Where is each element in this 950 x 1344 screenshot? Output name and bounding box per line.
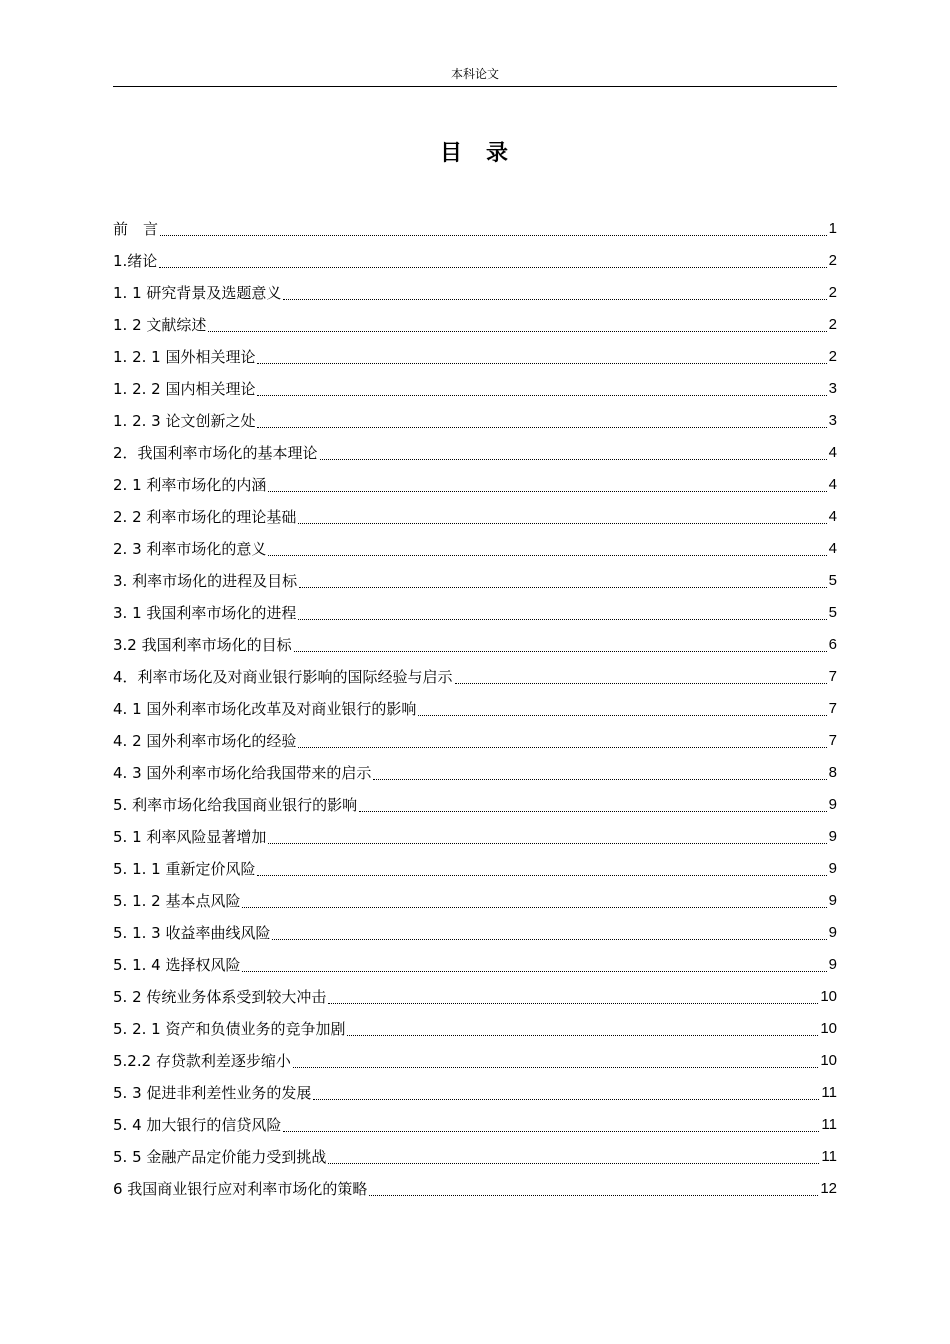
toc-dot-leader bbox=[298, 618, 826, 620]
toc-entry-text: 2．我国利率市场化的基本理论 bbox=[113, 444, 318, 462]
toc-entry-text: 5. 1. 2 基本点风险 bbox=[113, 892, 241, 910]
toc-entry-text: 4．利率市场化及对商业银行影响的国际经验与启示 bbox=[113, 668, 453, 686]
toc-page-number: 5 bbox=[828, 604, 837, 621]
toc-page-number: 3 bbox=[828, 412, 837, 429]
toc-dot-leader bbox=[418, 714, 826, 716]
toc-page-number: 7 bbox=[828, 668, 837, 685]
toc-entry-text: 5. 4 加大银行的信贷风险 bbox=[113, 1116, 282, 1134]
toc-page-number: 6 bbox=[828, 636, 837, 653]
toc-dot-leader bbox=[257, 394, 826, 396]
toc-dot-leader bbox=[359, 810, 827, 812]
toc-dot-leader bbox=[328, 1162, 819, 1164]
toc-page-number: 4 bbox=[828, 508, 837, 525]
toc-entry-text: 5. 3 促进非利差性业务的发展 bbox=[113, 1084, 312, 1102]
toc-page-number: 2 bbox=[828, 348, 837, 365]
toc-entry[interactable] bbox=[113, 884, 837, 916]
toc-dot-leader bbox=[242, 906, 826, 908]
toc-entry-text: 4. 2 国外利率市场化的经验 bbox=[113, 732, 297, 750]
toc-dot-leader bbox=[298, 522, 826, 524]
toc-page-number: 5 bbox=[828, 572, 837, 589]
toc-dot-leader bbox=[328, 1002, 818, 1004]
toc-entry-text: 5. 利率市场化给我国商业银行的影响 bbox=[113, 796, 358, 814]
toc-entry-text: 前 言 bbox=[113, 220, 159, 238]
toc-page-number: 10 bbox=[820, 988, 837, 1005]
toc-entry-text: 1. 2 文献综述 bbox=[113, 316, 207, 334]
toc-page-number: 1 bbox=[828, 220, 837, 237]
toc-entry[interactable] bbox=[113, 596, 837, 628]
toc-page-number: 9 bbox=[828, 828, 837, 845]
toc-page-number: 11 bbox=[821, 1084, 837, 1101]
toc-dot-leader bbox=[373, 778, 826, 780]
toc-page-number: 4 bbox=[828, 476, 837, 493]
toc-dot-leader bbox=[455, 682, 827, 684]
toc-entry[interactable] bbox=[113, 532, 837, 564]
toc-entry[interactable] bbox=[113, 756, 837, 788]
toc-dot-leader bbox=[283, 1130, 819, 1132]
toc-page-number: 9 bbox=[828, 924, 837, 941]
toc-entry-text: 5. 5 金融产品定价能力受到挑战 bbox=[113, 1148, 327, 1166]
toc-page-number: 7 bbox=[828, 700, 837, 717]
toc-dot-leader bbox=[347, 1034, 818, 1036]
toc-entry[interactable] bbox=[113, 1076, 837, 1108]
toc-entry[interactable] bbox=[113, 852, 837, 884]
toc-page-number: 3 bbox=[828, 380, 837, 397]
toc-entry[interactable] bbox=[113, 468, 837, 500]
toc-dot-leader bbox=[313, 1098, 819, 1100]
toc-dot-leader bbox=[257, 362, 826, 364]
toc-page-number: 9 bbox=[828, 796, 837, 813]
toc-title-right: 录 bbox=[486, 141, 511, 166]
toc-entry-text: 5. 1. 1 重新定价风险 bbox=[113, 860, 256, 878]
toc-dot-leader bbox=[257, 874, 826, 876]
toc-page-number: 4 bbox=[828, 540, 837, 557]
toc-dot-leader bbox=[268, 490, 826, 492]
toc-page-number: 10 bbox=[820, 1052, 837, 1069]
toc-dot-leader bbox=[283, 298, 826, 300]
toc-entry[interactable] bbox=[113, 820, 837, 852]
toc-page-number: 9 bbox=[828, 860, 837, 877]
toc-entry-text: 4. 3 国外利率市场化给我国带来的启示 bbox=[113, 764, 372, 782]
toc-entry[interactable] bbox=[113, 244, 837, 276]
toc-entry[interactable] bbox=[113, 692, 837, 724]
toc-dot-leader bbox=[257, 426, 826, 428]
toc-dot-leader bbox=[272, 938, 826, 940]
toc-page-number: 9 bbox=[828, 956, 837, 973]
toc-entry[interactable] bbox=[113, 404, 837, 436]
toc-entry-text: 5. 1. 3 收益率曲线风险 bbox=[113, 924, 271, 942]
toc-entry[interactable] bbox=[113, 1140, 837, 1172]
toc-entry[interactable] bbox=[113, 916, 837, 948]
toc-entry-text: 4. 1 国外利率市场化改革及对商业银行的影响 bbox=[113, 700, 417, 718]
toc-entry[interactable] bbox=[113, 980, 837, 1012]
toc-entry-text: 6 我国商业银行应对利率市场化的策略 bbox=[113, 1180, 368, 1198]
toc-entry[interactable] bbox=[113, 436, 837, 468]
toc-entry-text: 5. 2 传统业务体系受到较大冲击 bbox=[113, 988, 327, 1006]
toc-entry[interactable] bbox=[113, 212, 837, 244]
toc-dot-leader bbox=[294, 650, 827, 652]
toc-dot-leader bbox=[320, 458, 827, 460]
toc-page-number: 7 bbox=[828, 732, 837, 749]
toc-dot-leader bbox=[208, 330, 826, 332]
toc-entry[interactable] bbox=[113, 500, 837, 532]
toc-entry-text: 3.2 我国利率市场化的目标 bbox=[113, 636, 292, 654]
toc-dot-leader bbox=[369, 1194, 818, 1196]
toc-entry[interactable] bbox=[113, 564, 837, 596]
toc-dot-leader bbox=[268, 554, 826, 556]
toc-entry-text: 2. 2 利率市场化的理论基础 bbox=[113, 508, 297, 526]
toc-dot-leader bbox=[159, 266, 826, 268]
toc-entry-text: 5. 1 利率风险显著增加 bbox=[113, 828, 267, 846]
toc-entry[interactable] bbox=[113, 724, 837, 756]
toc-entry-text: 1. 2. 3 论文创新之处 bbox=[113, 412, 256, 430]
table-of-contents bbox=[113, 212, 837, 1204]
toc-entry[interactable] bbox=[113, 308, 837, 340]
toc-page-number: 11 bbox=[821, 1116, 837, 1133]
toc-page-number: 2 bbox=[828, 284, 837, 301]
toc-entry-text: 5. 2. 1 资产和负债业务的竞争加剧 bbox=[113, 1020, 346, 1038]
toc-entry-text: 1. 2. 1 国外相关理论 bbox=[113, 348, 256, 366]
toc-entry[interactable] bbox=[113, 1172, 837, 1204]
toc-page-number: 8 bbox=[828, 764, 837, 781]
toc-entry-text: 1. 2. 2 国内相关理论 bbox=[113, 380, 256, 398]
toc-entry[interactable] bbox=[113, 1044, 837, 1076]
toc-entry[interactable] bbox=[113, 276, 837, 308]
toc-entry[interactable] bbox=[113, 948, 837, 980]
toc-page-number: 2 bbox=[828, 316, 837, 333]
toc-entry[interactable] bbox=[113, 1012, 837, 1044]
toc-entry[interactable] bbox=[113, 788, 837, 820]
toc-dot-leader bbox=[268, 842, 826, 844]
header-text: 本科论文 bbox=[450, 67, 499, 81]
toc-entry-text: 2. 3 利率市场化的意义 bbox=[113, 540, 267, 558]
toc-entry-text: 1. 1 研究背景及选题意义 bbox=[113, 284, 282, 302]
toc-entry[interactable] bbox=[113, 340, 837, 372]
toc-entry-text: 5. 1. 4 选择权风险 bbox=[113, 956, 241, 974]
toc-entry-text: 1.绪论 bbox=[113, 252, 158, 270]
toc-title-left: 目 bbox=[439, 141, 464, 166]
toc-entry-text: 2. 1 利率市场化的内涵 bbox=[113, 476, 267, 494]
toc-page-number: 11 bbox=[821, 1148, 837, 1165]
toc-dot-leader bbox=[242, 970, 826, 972]
toc-title bbox=[113, 140, 837, 168]
toc-page-number: 12 bbox=[820, 1180, 837, 1197]
toc-dot-leader bbox=[293, 1066, 818, 1068]
toc-entry-text: 3. 1 我国利率市场化的进程 bbox=[113, 604, 297, 622]
toc-entry[interactable] bbox=[113, 372, 837, 404]
toc-entry[interactable] bbox=[113, 1108, 837, 1140]
toc-entry-text: 3. 利率市场化的进程及目标 bbox=[113, 572, 298, 590]
toc-dot-leader bbox=[298, 746, 826, 748]
toc-page-number: 4 bbox=[828, 444, 837, 461]
toc-page-number: 9 bbox=[828, 892, 837, 909]
toc-entry[interactable] bbox=[113, 660, 837, 692]
toc-entry-text: 5.2.2 存贷款利差逐步缩小 bbox=[113, 1052, 291, 1070]
toc-entry[interactable] bbox=[113, 628, 837, 660]
page-header bbox=[113, 66, 837, 87]
toc-dot-leader bbox=[160, 234, 827, 236]
toc-dot-leader bbox=[299, 586, 827, 588]
toc-page-number: 10 bbox=[820, 1020, 837, 1037]
toc-page-number: 2 bbox=[828, 252, 837, 269]
